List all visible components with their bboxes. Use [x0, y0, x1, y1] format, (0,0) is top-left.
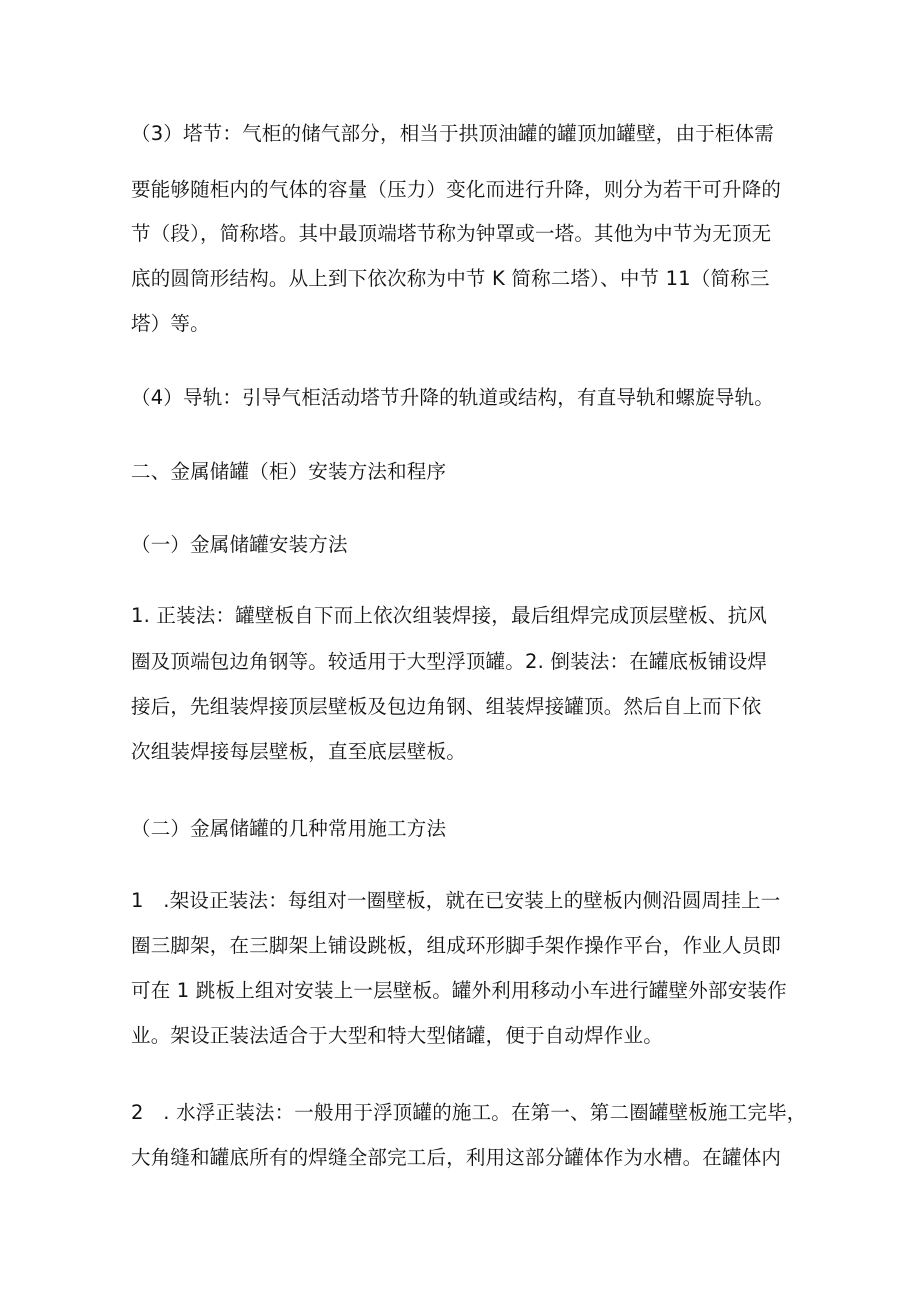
subsection-heading: （二）金属储罐的几种常用施工方法: [131, 817, 447, 840]
text-line: 可在 1 跳板上组对安装上一层壁板。罐外利用移动小车进行罐壁外部安装作: [131, 979, 787, 1002]
text-line: 圈及顶端包边角钢等。较适用于大型浮顶罐。2. 倒装法：在罐底板铺设焊: [131, 650, 768, 673]
text-line: 业。架设正装法适合于大型和特大型储罐，便于自动焊作业。: [131, 1024, 663, 1047]
text-line: 1 .架设正装法：每组对一圈壁板，就在已安装上的壁板内侧沿圆周挂上一: [131, 889, 781, 912]
subsection-heading: （一）金属储罐安装方法: [131, 533, 348, 556]
text-line: 节（段），简称塔。其中最顶端塔节称为钟罩或一塔。其他为中节为无顶无: [131, 222, 772, 245]
text-line: 塔）等。: [131, 312, 210, 335]
text-line: 接后，先组装焊接顶层壁板及包边角钢、组装焊接罐顶。然后自上而下依: [131, 695, 762, 718]
section-heading: 二、金属储罐（柜）安装方法和程序: [131, 460, 447, 483]
text-line: 2 . 水浮正装法：一般用于浮顶罐的施工。在第一、第二圈罐壁板施工完毕，: [131, 1101, 807, 1124]
text-line: （3）塔节：气柜的储气部分，相当于拱顶油罐的罐顶加罐壁，由于柜体需: [131, 122, 775, 145]
text-line: 次组装焊接每层壁板，直至底层壁板。: [131, 740, 466, 763]
text-line: 大角缝和罐底所有的焊缝全部完工后，利用这部分罐体作为水槽。在罐体内: [131, 1146, 782, 1169]
text-line: 底的圆筒形结构。从上到下依次称为中节 K 简称二塔）、中节 11（简称三: [131, 267, 770, 290]
text-line: 圈三脚架，在三脚架上铺设跳板，组成环形脚手架作操作平台，作业人员即: [131, 934, 782, 957]
text-line: 1. 正装法：罐壁板自下而上依次组装焊接，最后组焊完成顶层壁板、抗风: [131, 604, 768, 627]
text-line: （4）导轨：引导气柜活动塔节升降的轨道或结构，有直导轨和螺旋导轨。: [131, 386, 775, 409]
text-line: 要能够随柜内的气体的容量（压力）变化而进行升降，则分为若干可升降的: [131, 178, 782, 201]
